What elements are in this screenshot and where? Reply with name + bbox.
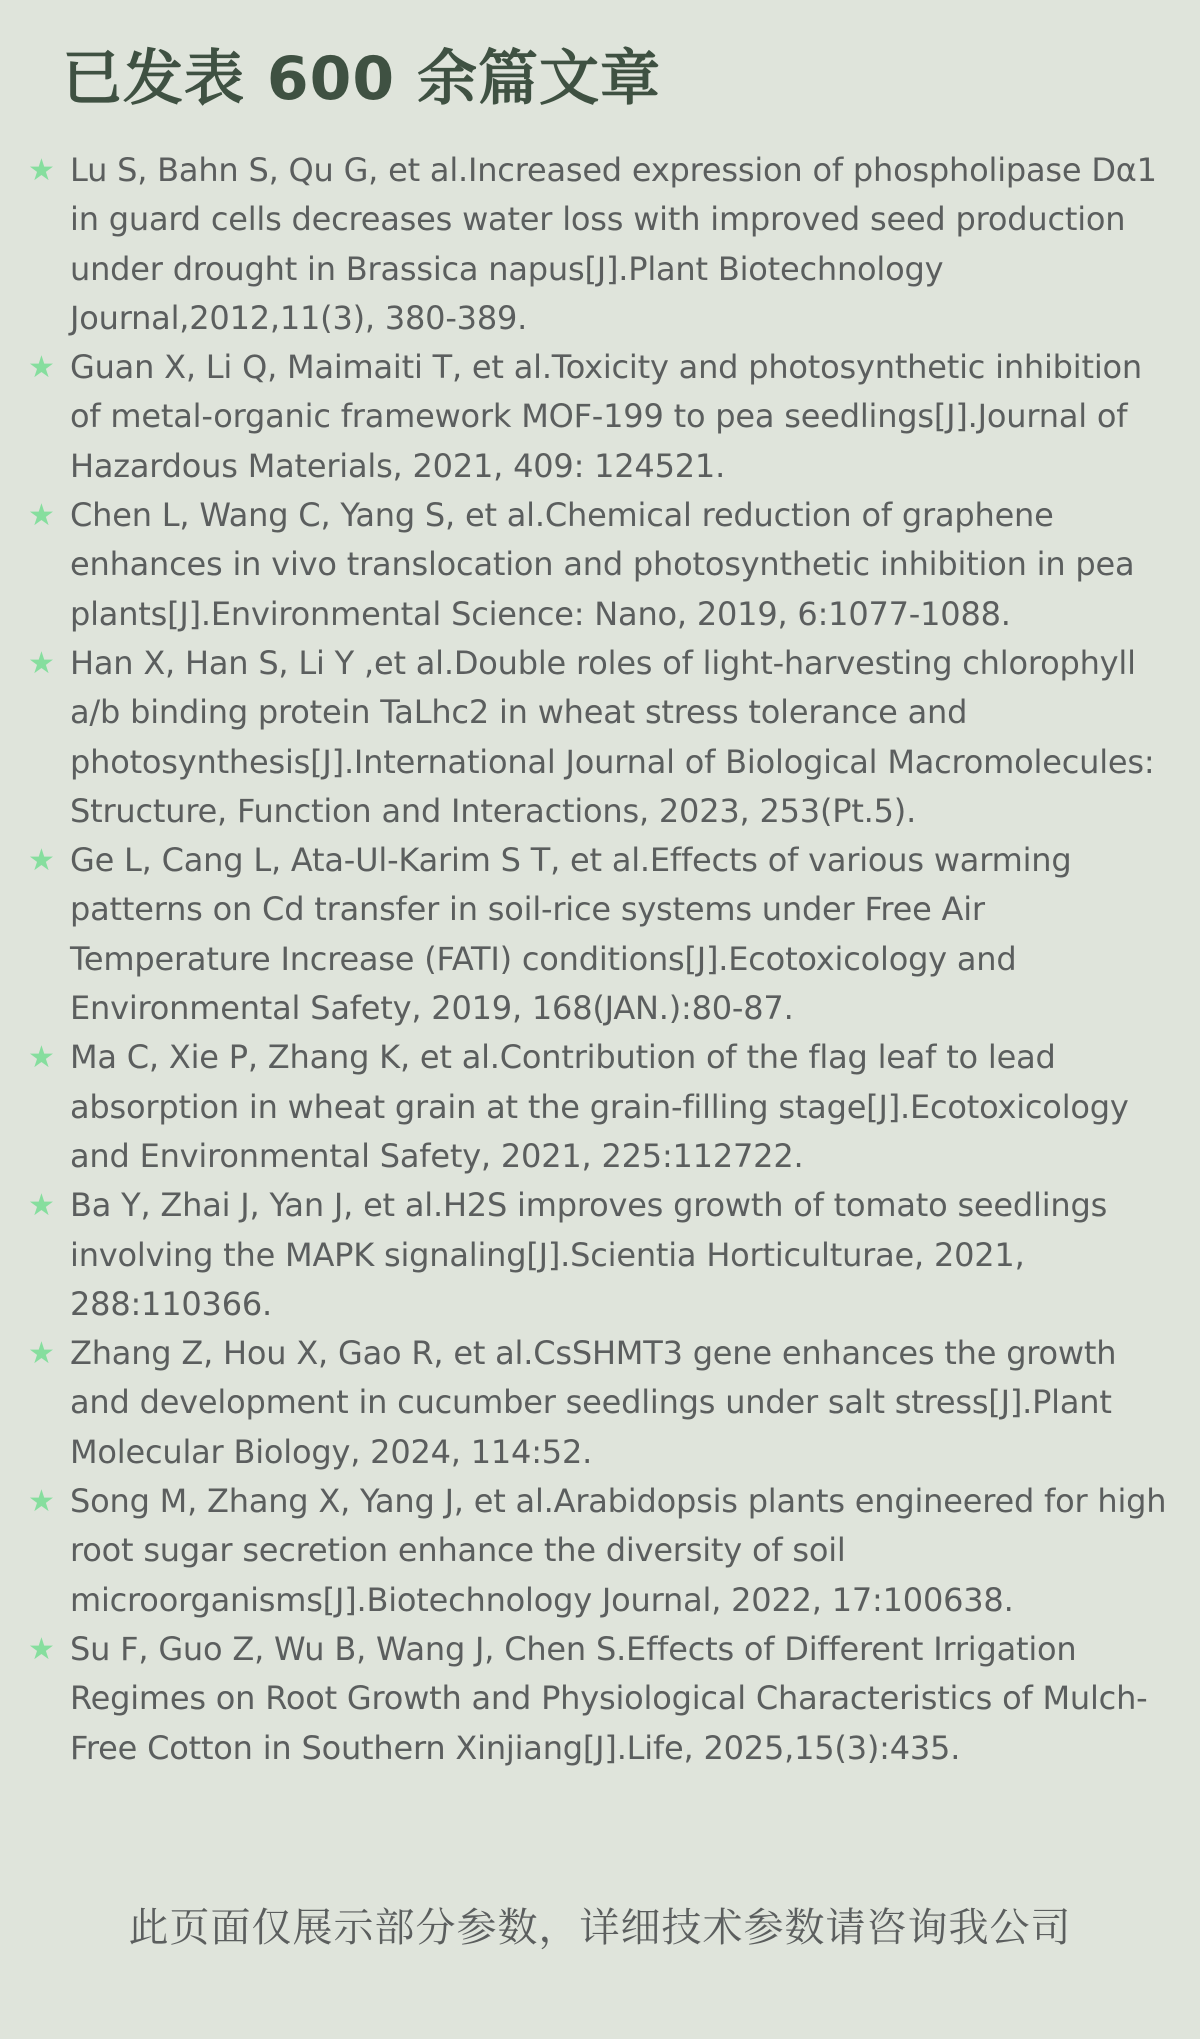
reference-text: Ma C, Xie P, Zhang K, et al.Contribution of the flag leaf to lead absorption in wheat grain at the grain-filling stage[J].Ecotoxicology and Environmental Safety, 2021, 225:112722. xyxy=(70,1038,1129,1175)
list-item xyxy=(28,1033,1180,1181)
reference-text: Su F, Guo Z, Wu B, Wang J, Chen S.Effects of Different Irrigation Regimes on Root Growth and Physiological Characteristics of Mulch-Free Cotton in Southern Xinjiang[J].Life, 2025,15(3):435. xyxy=(70,1629,1148,1767)
star-icon: ★ xyxy=(28,153,55,188)
reference-text: Ba Y, Zhai J, Yan J, et al.H2S improves growth of tomato seedlings involving the MAPK signaling[J].Scientia Horticulturae, 2021, 288:110366. xyxy=(70,1186,1108,1323)
reference-text: Guan X, Li Q, Maimaiti T, et al.Toxicity and photosynthetic inhibition of metal-organic framework MOF-199 to pea seedlings[J].Journal of Hazardous Materials, 2021, 409: 124521. xyxy=(70,348,1142,485)
reference-text: Song M, Zhang X, Yang J, et al.Arabidopsis plants engineered for high root sugar secretion enhance the diversity of soil microorganisms[J].Biotechnology Journal, 2022, 17:100638. xyxy=(70,1482,1167,1619)
star-icon: ★ xyxy=(28,1188,55,1224)
list-item xyxy=(28,1181,1180,1329)
star-icon: ★ xyxy=(28,1336,55,1372)
reference-text: Zhang Z, Hou X, Gao R, et al.CsSHMT3 gene enhances the growth and development in cucumber seedlings under salt stress[J].Plant Molecular Biology, 2024, 114:52. xyxy=(70,1334,1117,1471)
reference-text: Han X, Han S, Li Y ,et al.Double roles of light-harvesting chlorophyll a/b binding protein TaLhc2 in wheat stress tolerance and photosynthesis[J].International Journal of Biological Macromolecules: Structure, Function and Interactions, 2023, 253(Pt.5). xyxy=(70,643,1155,830)
list-item xyxy=(28,1477,1180,1625)
list-item xyxy=(28,639,1180,836)
star-icon: ★ xyxy=(28,498,55,534)
reference-text: Ge L, Cang L, Ata-Ul-Karim S T, et al.Effects of various warming patterns on Cd transfer in soil-rice systems under Free Air Temperature Increase (FATI) conditions[J].Ecotoxicology and Environmental Safety, 2019, 168(JAN.):80-87. xyxy=(70,841,1072,1028)
list-item xyxy=(28,836,1180,1033)
footer-note: 此页面仅展示部分参数，详细技术参数请咨询我公司 xyxy=(128,1905,1072,1951)
list-item xyxy=(28,1329,1180,1477)
star-icon: ★ xyxy=(28,1484,55,1520)
list-item xyxy=(28,1625,1180,1773)
list-item xyxy=(28,343,1180,491)
star-icon: ★ xyxy=(28,843,55,879)
list-item xyxy=(28,491,1180,639)
star-icon: ★ xyxy=(28,350,55,386)
reference-text: Chen L, Wang C, Yang S, et al.Chemical reduction of graphene enhances in vivo translocation and photosynthetic inhibition in pea plants[J].Environmental Science: Nano, 2019, 6:1077-1088. xyxy=(70,496,1135,633)
page-title: 已发表 600 余篇文章 xyxy=(62,44,662,114)
reference-list xyxy=(28,146,1180,1773)
list-item xyxy=(28,146,1180,343)
reference-text: Lu S, Bahn S, Qu G, et al.Increased expression of phospholipase Dα1 in guard cells decreases water loss with improved seed production under drought in Brassica napus[J].Plant Biotechnology Journal,2012,11(3), 380-389. xyxy=(70,151,1157,337)
star-icon: ★ xyxy=(28,645,55,681)
star-icon: ★ xyxy=(28,1040,55,1076)
star-icon: ★ xyxy=(28,1631,55,1667)
